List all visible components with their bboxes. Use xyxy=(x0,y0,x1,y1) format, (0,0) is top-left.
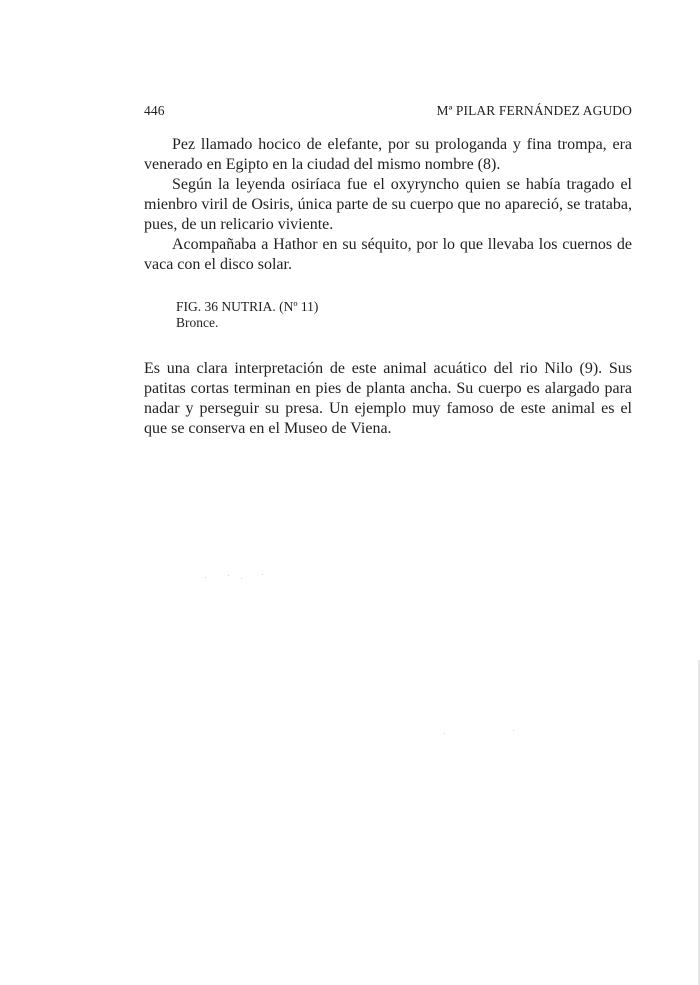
scan-speck xyxy=(444,733,445,734)
scan-speck xyxy=(228,575,229,576)
paragraph: Pez llamado hocico de elefante, por su prologanda y fina trompa, era venerado en Egipto en la ciudad del mismo nombre (8). xyxy=(144,136,632,173)
text-block-oxyrhynchus xyxy=(144,135,632,275)
scan-speck xyxy=(241,578,242,579)
figure-material: Bronce. xyxy=(176,315,219,330)
figure-title: FIG. 36 NUTRIA. (Nº 11) xyxy=(176,299,319,314)
scan-speck xyxy=(205,577,206,578)
paragraph: Es una clara interpretación de este animal acuático del rio Nilo (9). Sus patitas cortas terminan en pies de planta ancha. Su cuerpo es alargado para nadar y perseguir su presa. Un ejemplo muy famoso de este animal es el que se conserva en el Museo de Viena. xyxy=(144,360,632,437)
text-block-nutria xyxy=(144,359,632,439)
scan-speck xyxy=(513,730,514,731)
author-name: Mª PILAR FERNÁNDEZ AGUDO xyxy=(436,103,632,118)
page-number: 446 xyxy=(144,103,165,118)
paragraph: Según la leyenda osiríaca fue el oxyryncho quien se había tragado el mienbro viril de Osiris, única parte de su cuerpo que no apareció, se trataba, pues, de un relicario viviente. xyxy=(144,176,632,233)
scan-speck xyxy=(262,574,263,575)
paragraph: Acompañaba a Hathor en su séquito, por lo que llevaba los cuernos de vaca con el disco solar. xyxy=(144,236,632,273)
figure-caption xyxy=(176,299,318,331)
running-header xyxy=(144,103,632,119)
